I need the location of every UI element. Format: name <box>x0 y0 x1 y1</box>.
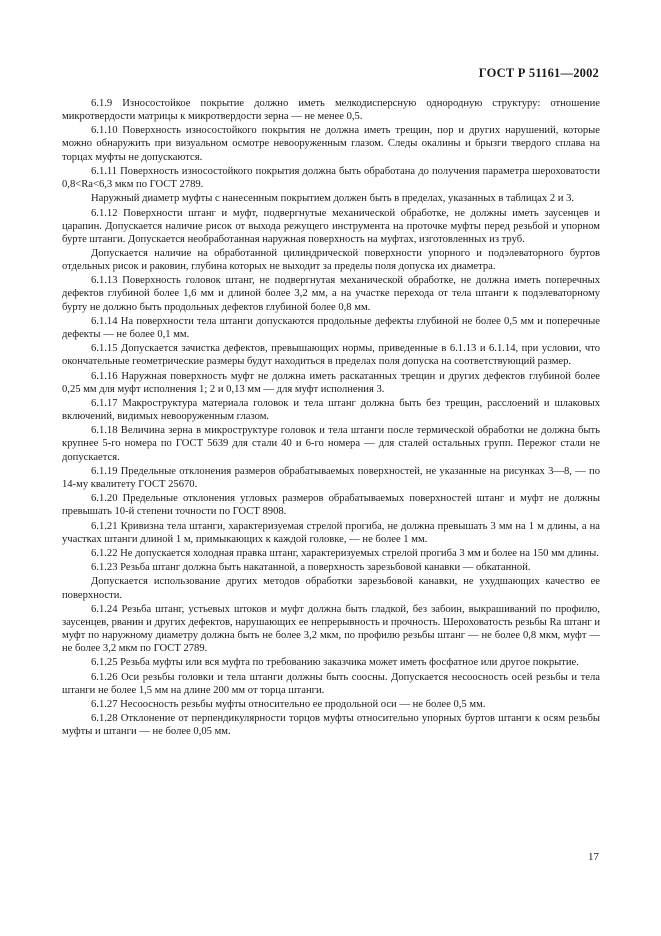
paragraph-6-1-20: 6.1.20 Предельные отклонения угловых размеров обрабатываемых поверхностей штанг и муфт не должны превышать 10-й степени точности по ГОСТ 8908. <box>62 493 600 518</box>
paragraph-6-1-27: 6.1.27 Несоосность резьбы муфты относительно ее продольной оси — не более 0,5 мм. <box>91 699 486 711</box>
paragraph-6-1-9: 6.1.9 Износостойкое покрытие должно иметь мелкодисперсную однородную структуру: отношение микротвердости матрицы к микротвердости зерна — не менее 0,5. <box>62 98 600 123</box>
paragraph-6-1-19: 6.1.19 Предельные отклонения размеров обрабатываемых поверхностей, не указанные на рисунках 3—8, — по 14-му квалитету ГОСТ 25670. <box>62 465 600 490</box>
paragraph-other-methods: Допускается использование других методов обработки зарезьбовой канавки, не ухудшающих качество ее поверхности. <box>62 576 600 601</box>
paragraph-6-1-24: 6.1.24 Резьба штанг, устьевых штоков и муфт должна быть гладкой, без забоин, выкрашиваний по профилю, заусенцев, рванин и других дефектов, нарушающих ее непрерывность и прочность. Шероховатость резьбы Ra штанг и муфт по наружному диаметру должна быть не более 3,2 мкм, по профилю резьбы штанг — не более 0,8 мкм, муфт — не более 3,2 мкм по ГОСТ 2789. <box>62 603 600 655</box>
paragraph-6-1-15: 6.1.15 Допускается зачистка дефектов, превышающих нормы, приведенные в 6.1.13 и 6.1.14, при условии, что окончательные геометрические размеры будут находиться в пределах поля допуска на соответствующий размер. <box>62 343 600 368</box>
document-header: ГОСТ Р 51161—2002 <box>478 66 599 80</box>
paragraph-6-1-26: 6.1.26 Оси резьбы головки и тела штанги должны быть соосны. Допускается несоосность осей резьбы и тела штанги не более 1,5 мм на длине 200 мм от торца штанги. <box>62 671 600 696</box>
paragraph-6-1-14: 6.1.14 На поверхности тела штанги допускаются продольные дефекты глубиной не более 0,5 мм и поперечные дефекты — не более 0,1 мм. <box>62 315 600 340</box>
paragraph-6-1-16: 6.1.16 Наружная поверхность муфт не должна иметь раскатанных трещин и других дефектов глубиной более 0,25 мм для муфт исполнения 1; 2 и 0,13 мм — для муфт исполнения 3. <box>62 370 600 395</box>
paragraph-6-1-11: 6.1.11 Поверхность износостойкого покрытия должна быть обработана до получения параметра шероховатости 0,8<Ra<6,3 мкм по ГОСТ 2789. <box>62 165 600 190</box>
paragraph-6-1-12: 6.1.12 Поверхности штанг и муфт, подвергнутые механической обработке, не должны иметь заусенцев и царапин. Допускается наличие рисок от выхода режущего инструмента на проточке муфты перед резьбой и упорном бурте штанги. Допускается необработанная наружная поверхность на муфтах, изготовленных из труб. <box>62 207 600 245</box>
page-number: 17 <box>588 851 599 863</box>
document-body <box>62 97 600 740</box>
paragraph-risks-allowed: Допускается наличие на обработанной цилиндрической поверхности упорного и подэлеваторного буртов отдельных рисок и раковин, глубина которых не выходит за пределы поля допуска их диаметра. <box>62 247 600 273</box>
paragraph-6-1-10: 6.1.10 Поверхность износостойкого покрытия не должна иметь трещин, пор и других нарушений, которые можно обнаружить при визуальном осмотре невооруженным глазом. Следы окалины и брызги твердого сплава на торцах муфты не допускаются. <box>62 125 600 163</box>
paragraph-6-1-28: 6.1.28 Отклонение от перпендикулярности торцов муфты относительно упорных буртов штанги к осям резьбы муфты и штанги — не более 0,05 мм. <box>62 713 600 738</box>
paragraph-6-1-21: 6.1.21 Кривизна тела штанги, характеризуемая стрелой прогиба, не должна превышать 3 мм на 1 м длины, а на участках штанги длиной 1 м, примыкающих к каждой головке, — не более 1 мм. <box>62 520 600 545</box>
paragraph-6-1-25: 6.1.25 Резьба муфты или вся муфта по требованию заказчика может иметь фосфатное или другое покрытие. <box>91 657 579 669</box>
paragraph-6-1-18: 6.1.18 Величина зерна в микроструктуре головок и тела штанги после термической обработки не должна быть крупнее 5-го номера по ГОСТ 5639 для стали 40 и 6-го номера — для сталей остальных групп. Пережог стали не допускается. <box>62 425 600 463</box>
paragraph-outer-diameter: Наружный диаметр муфты с нанесенным покрытием должен быть в пределах, указанных в таблицах 2 и 3. <box>91 193 575 205</box>
paragraph-6-1-17: 6.1.17 Макроструктура материала головок и тела штанг должна быть без трещин, расслоений и шлаковых включений, видимых невооруженным глазом. <box>62 397 600 423</box>
paragraph-6-1-13: 6.1.13 Поверхность головок штанг, не подвергнутая механической обработке, не должна иметь поперечных дефектов глубиной более 1,6 мм и длиной более 3,2 мм, а на участке перехода от тела штанги к подэлеваторному бурту не должно быть продольных дефектов глубиной более 0,8 мм. <box>62 275 600 313</box>
paragraph-6-1-23: 6.1.23 Резьба штанг должна быть накатанной, а поверхность зарезьбовой канавки — обкатанной. <box>91 562 531 574</box>
paragraph-6-1-22: 6.1.22 Не допускается холодная правка штанг, характеризуемых стрелой прогиба 3 мм и более на 150 мм длины. <box>91 547 599 559</box>
